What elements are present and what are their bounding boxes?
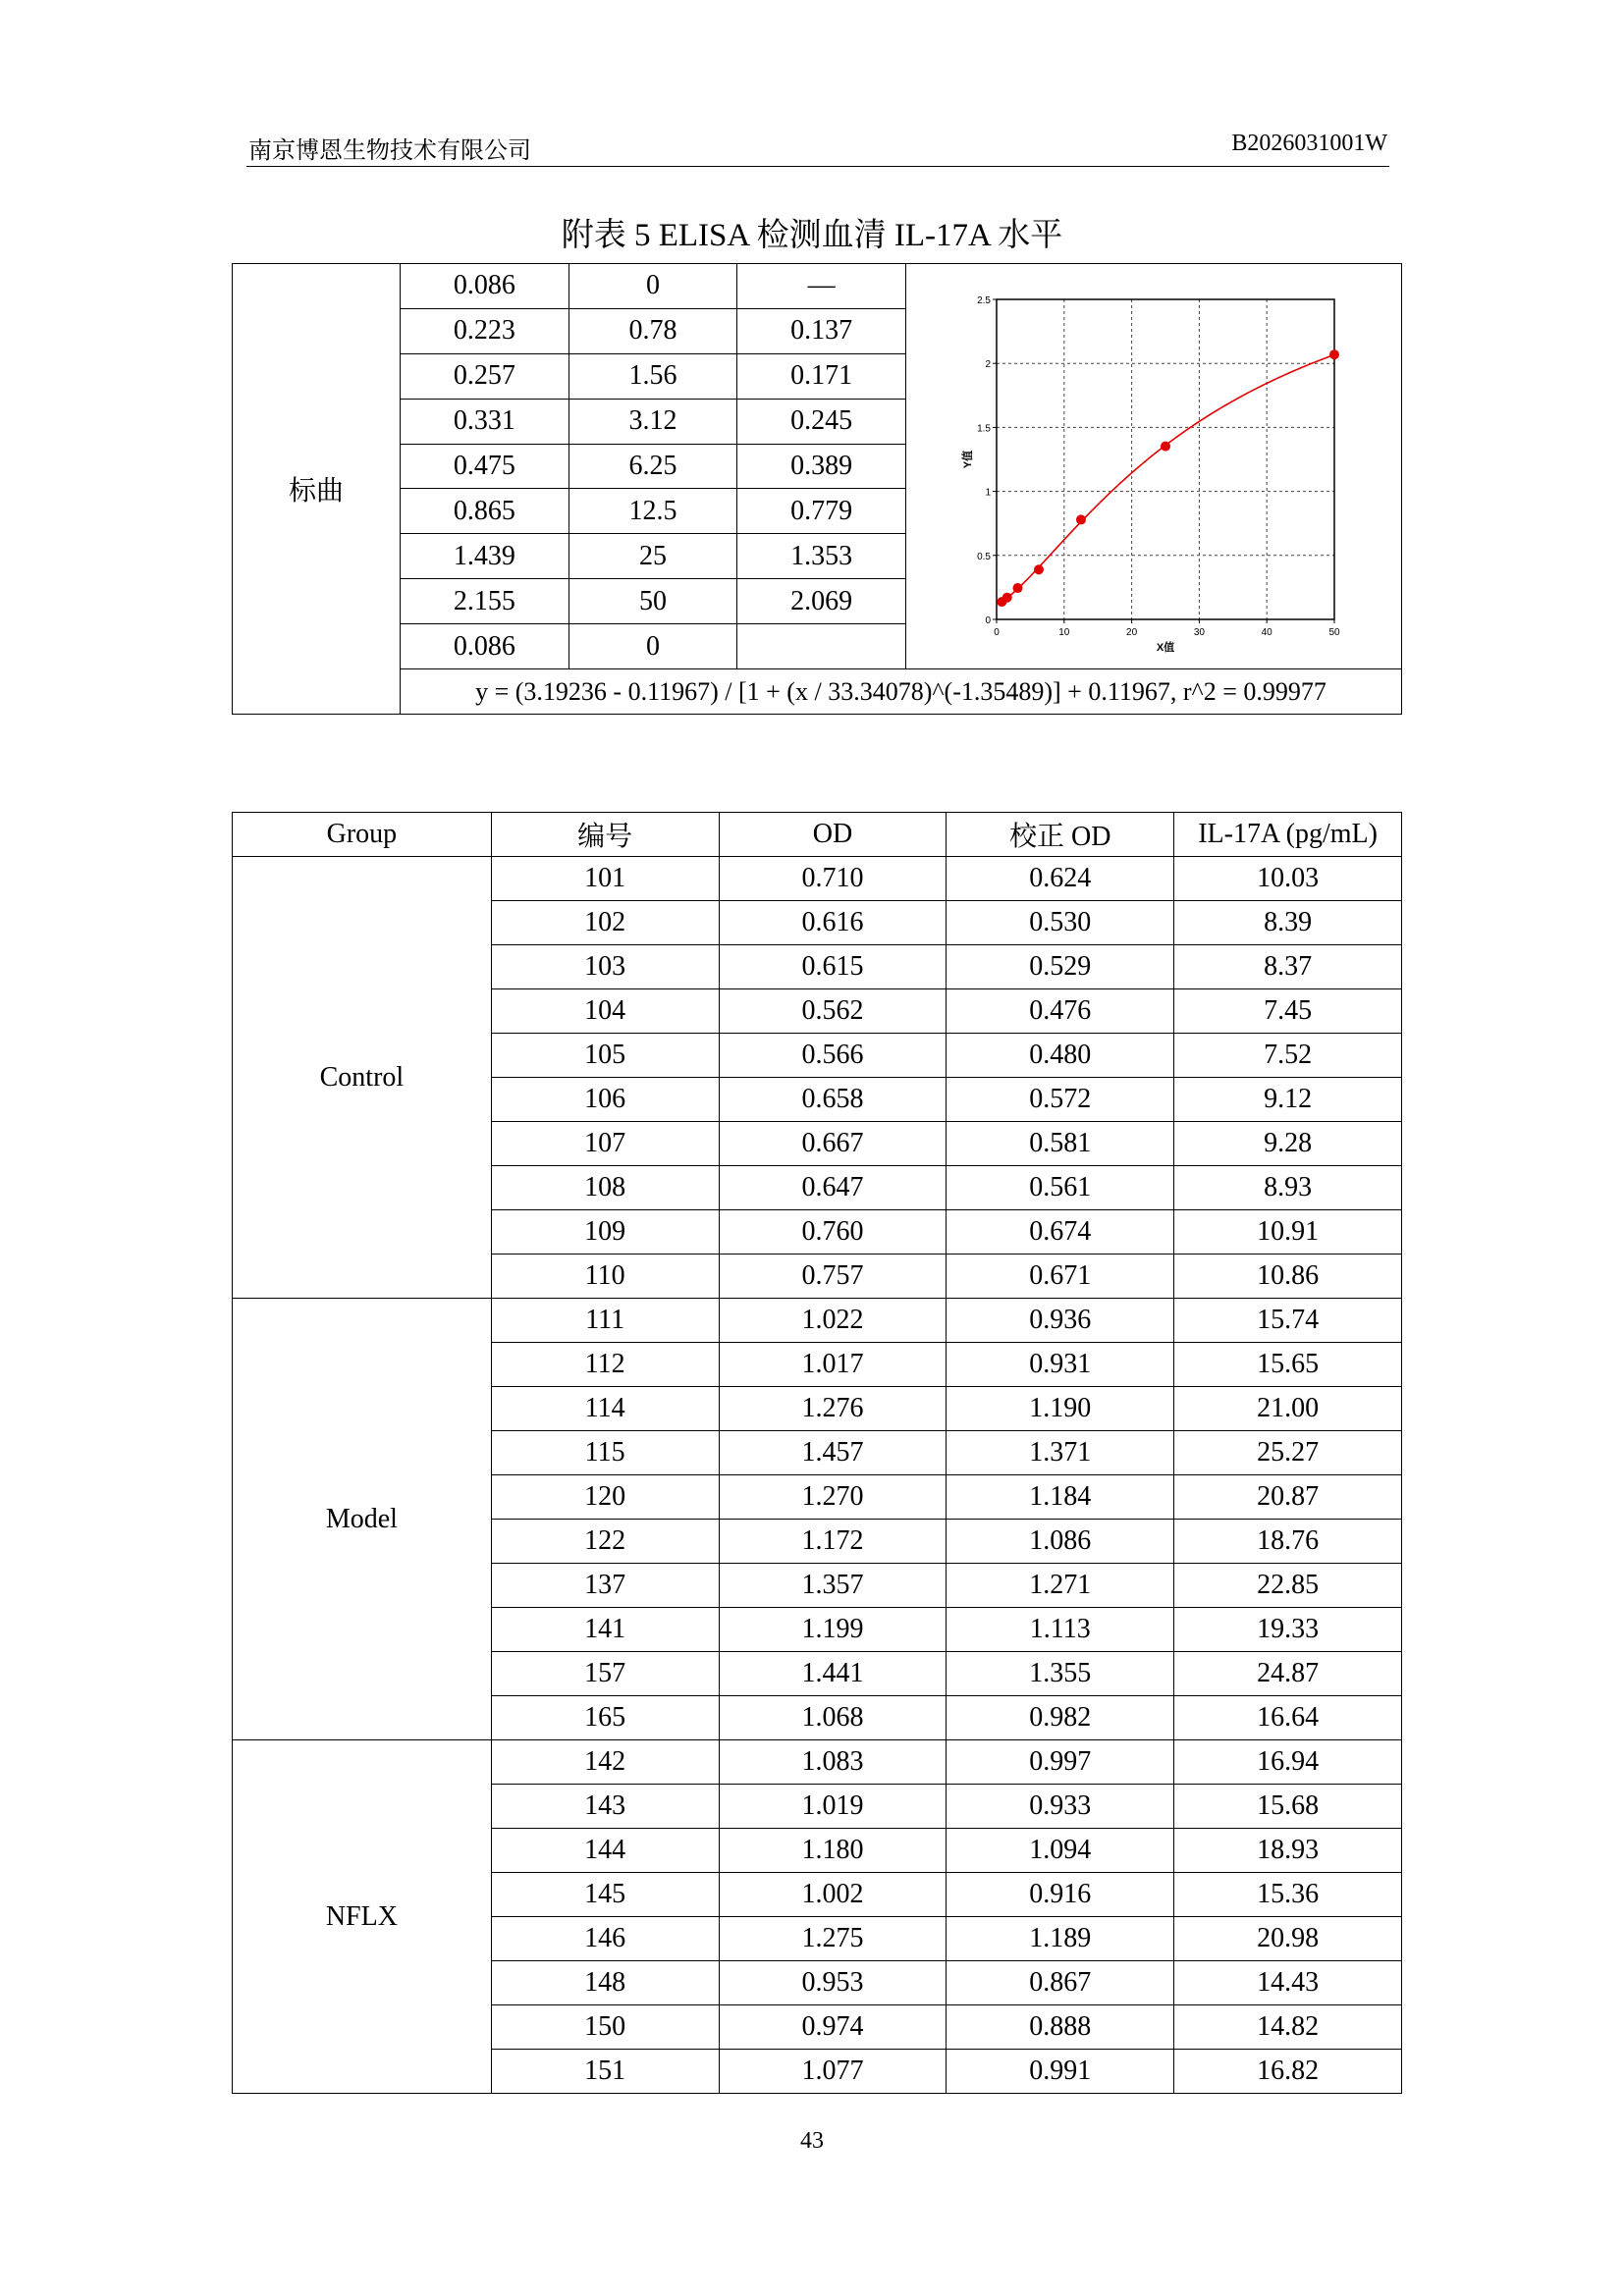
standard-od-cell: 0.331	[401, 399, 569, 444]
il17a-cell: 10.03	[1174, 857, 1402, 901]
id-cell: 151	[491, 2050, 719, 2094]
data-point	[1034, 564, 1044, 574]
standard-od-cell: 2.155	[401, 579, 569, 624]
il17a-cell: 9.28	[1174, 1122, 1402, 1166]
data-point	[1161, 442, 1170, 452]
id-cell: 102	[491, 901, 719, 945]
il17a-cell: 10.86	[1174, 1255, 1402, 1299]
standard-corrected-cell: 0.245	[737, 399, 906, 444]
page-header	[246, 131, 1389, 167]
il17a-cell: 18.76	[1174, 1520, 1402, 1564]
od-cell: 1.199	[719, 1608, 947, 1652]
od-cell: 1.068	[719, 1696, 947, 1740]
od-cell: 1.357	[719, 1564, 947, 1608]
id-cell: 165	[491, 1696, 719, 1740]
plot-frame	[997, 299, 1334, 619]
table-row	[233, 1740, 1402, 1785]
corrected-od-cell: 0.931	[947, 1343, 1174, 1387]
y-tick-label: 1	[985, 487, 991, 499]
id-cell: 110	[491, 1255, 719, 1299]
od-cell: 0.974	[719, 2005, 947, 2050]
y-tick-label: 2.5	[977, 295, 991, 306]
header-id: 编号	[491, 813, 719, 857]
id-cell: 114	[491, 1387, 719, 1431]
id-cell: 144	[491, 1829, 719, 1873]
corrected-od-cell: 0.674	[947, 1210, 1174, 1255]
il17a-cell: 8.39	[1174, 901, 1402, 945]
id-cell: 109	[491, 1210, 719, 1255]
il17a-cell: 21.00	[1174, 1387, 1402, 1431]
standard-od-cell: 0.086	[401, 264, 569, 309]
id-cell: 112	[491, 1343, 719, 1387]
corrected-od-cell: 1.094	[947, 1829, 1174, 1873]
y-tick-label: 0.5	[977, 551, 991, 562]
table-header-row	[233, 813, 1402, 857]
od-cell: 1.017	[719, 1343, 947, 1387]
header-group: Group	[233, 813, 492, 857]
il17a-cell: 22.85	[1174, 1564, 1402, 1608]
standard-corrected-cell: 0.779	[737, 489, 906, 534]
corrected-od-cell: 0.581	[947, 1122, 1174, 1166]
il17a-cell: 8.37	[1174, 945, 1402, 989]
report-number: B2026031001W	[1231, 131, 1387, 156]
od-cell: 1.002	[719, 1873, 947, 1917]
il17a-cell: 24.87	[1174, 1652, 1402, 1696]
standard-corrected-cell: 0.171	[737, 353, 906, 399]
od-cell: 1.275	[719, 1917, 947, 1961]
header-od: OD	[719, 813, 947, 857]
standard-od-cell: 0.475	[401, 444, 569, 489]
standard-od-cell: 1.439	[401, 534, 569, 579]
corrected-od-cell: 0.561	[947, 1166, 1174, 1210]
group-name-cell: Control	[233, 857, 492, 1299]
il17a-cell: 15.36	[1174, 1873, 1402, 1917]
table-row	[233, 857, 1402, 901]
standard-corrected-cell: 1.353	[737, 534, 906, 579]
y-axis-label: Y值	[961, 450, 974, 469]
id-cell: 150	[491, 2005, 719, 2050]
corrected-od-cell: 1.189	[947, 1917, 1174, 1961]
od-cell: 1.441	[719, 1652, 947, 1696]
od-cell: 0.667	[719, 1122, 947, 1166]
od-cell: 1.270	[719, 1475, 947, 1520]
table-row	[233, 1299, 1402, 1343]
x-tick-label: 20	[1126, 627, 1138, 638]
corrected-od-cell: 0.933	[947, 1785, 1174, 1829]
standard-conc-cell: 0.78	[568, 308, 737, 353]
x-tick-label: 30	[1193, 627, 1205, 638]
corrected-od-cell: 0.480	[947, 1034, 1174, 1078]
table-title: 附表 5 ELISA 检测血清 IL-17A 水平	[561, 218, 1063, 253]
il17a-cell: 15.74	[1174, 1299, 1402, 1343]
id-cell: 108	[491, 1166, 719, 1210]
id-cell: 142	[491, 1740, 719, 1785]
il17a-cell: 25.27	[1174, 1431, 1402, 1475]
il17a-cell: 16.64	[1174, 1696, 1402, 1740]
od-cell: 1.172	[719, 1520, 947, 1564]
company-name: 南京博恩生物技术有限公司	[248, 138, 531, 164]
standard-row	[233, 264, 1402, 309]
standard-conc-cell: 1.56	[568, 353, 737, 399]
x-axis-label: X值	[1156, 642, 1175, 654]
standard-conc-cell: 3.12	[568, 399, 737, 444]
corrected-od-cell: 0.671	[947, 1255, 1174, 1299]
standard-label: 标曲	[233, 264, 401, 715]
standard-curve-table	[232, 263, 1402, 715]
il17a-cell: 7.45	[1174, 989, 1402, 1034]
id-cell: 148	[491, 1961, 719, 2005]
od-cell: 1.083	[719, 1740, 947, 1785]
standard-corrected-cell: 2.069	[737, 579, 906, 624]
od-cell: 0.710	[719, 857, 947, 901]
il17a-cell: 20.98	[1174, 1917, 1402, 1961]
corrected-od-cell: 0.530	[947, 901, 1174, 945]
standard-od-cell: 0.865	[401, 489, 569, 534]
il17a-cell: 15.65	[1174, 1343, 1402, 1387]
corrected-od-cell: 1.190	[947, 1387, 1174, 1431]
corrected-od-cell: 0.916	[947, 1873, 1174, 1917]
standard-conc-cell: 0	[568, 624, 737, 669]
od-cell: 0.566	[719, 1034, 947, 1078]
group-name-cell: Model	[233, 1299, 492, 1740]
id-cell: 104	[491, 989, 719, 1034]
il17a-cell: 14.43	[1174, 1961, 1402, 2005]
il17a-cell: 7.52	[1174, 1034, 1402, 1078]
data-point	[1329, 349, 1339, 359]
corrected-od-cell: 1.371	[947, 1431, 1174, 1475]
y-tick-label: 1.5	[977, 423, 991, 435]
header-il17a: IL-17A (pg/mL)	[1174, 813, 1402, 857]
x-tick-label: 10	[1058, 627, 1070, 638]
id-cell: 141	[491, 1608, 719, 1652]
standard-corrected-cell: —	[737, 264, 906, 309]
il17a-cell: 9.12	[1174, 1078, 1402, 1122]
corrected-od-cell: 1.113	[947, 1608, 1174, 1652]
od-cell: 0.615	[719, 945, 947, 989]
il17a-cell: 15.68	[1174, 1785, 1402, 1829]
od-cell: 1.276	[719, 1387, 947, 1431]
x-tick-label: 0	[994, 627, 1000, 638]
id-cell: 107	[491, 1122, 719, 1166]
corrected-od-cell: 1.355	[947, 1652, 1174, 1696]
standard-corrected-cell	[737, 624, 906, 669]
id-cell: 143	[491, 1785, 719, 1829]
od-cell: 0.562	[719, 989, 947, 1034]
id-cell: 105	[491, 1034, 719, 1078]
fit-formula: y = (3.19236 - 0.11967) / [1 + (x / 33.34078)^(-1.35489)] + 0.11967, r^2 = 0.99977	[401, 669, 1402, 715]
standard-corrected-cell: 0.389	[737, 444, 906, 489]
il17a-cell: 16.82	[1174, 2050, 1402, 2094]
corrected-od-cell: 0.572	[947, 1078, 1174, 1122]
od-cell: 0.616	[719, 901, 947, 945]
y-tick-label: 0	[985, 615, 991, 626]
standard-conc-cell: 6.25	[568, 444, 737, 489]
od-cell: 0.760	[719, 1210, 947, 1255]
group-name-cell: NFLX	[233, 1740, 492, 2094]
il17a-cell: 10.91	[1174, 1210, 1402, 1255]
il17a-cell: 19.33	[1174, 1608, 1402, 1652]
id-cell: 145	[491, 1873, 719, 1917]
standard-od-cell: 0.223	[401, 308, 569, 353]
x-tick-label: 40	[1261, 627, 1272, 638]
corrected-od-cell: 0.624	[947, 857, 1174, 901]
il17a-cell: 20.87	[1174, 1475, 1402, 1520]
id-cell: 137	[491, 1564, 719, 1608]
corrected-od-cell: 0.476	[947, 989, 1174, 1034]
corrected-od-cell: 0.991	[947, 2050, 1174, 2094]
od-cell: 0.953	[719, 1961, 947, 2005]
od-cell: 0.757	[719, 1255, 947, 1299]
corrected-od-cell: 1.271	[947, 1564, 1174, 1608]
id-cell: 101	[491, 857, 719, 901]
y-tick-label: 2	[985, 359, 991, 371]
id-cell: 111	[491, 1299, 719, 1343]
corrected-od-cell: 0.936	[947, 1299, 1174, 1343]
corrected-od-cell: 0.997	[947, 1740, 1174, 1785]
il17a-cell: 14.82	[1174, 2005, 1402, 2050]
od-cell: 1.022	[719, 1299, 947, 1343]
corrected-od-cell: 0.867	[947, 1961, 1174, 2005]
corrected-od-cell: 0.529	[947, 945, 1174, 989]
standard-conc-cell: 25	[568, 534, 737, 579]
corrected-od-cell: 1.086	[947, 1520, 1174, 1564]
standard-curve-chart-cell	[905, 264, 1401, 669]
results-table	[232, 812, 1402, 2094]
od-cell: 1.180	[719, 1829, 947, 1873]
standard-od-cell: 0.257	[401, 353, 569, 399]
od-cell: 0.658	[719, 1078, 947, 1122]
corrected-od-cell: 1.184	[947, 1475, 1174, 1520]
id-cell: 103	[491, 945, 719, 989]
standard-conc-cell: 50	[568, 579, 737, 624]
il17a-cell: 16.94	[1174, 1740, 1402, 1785]
data-point	[1076, 514, 1086, 524]
od-cell: 1.077	[719, 2050, 947, 2094]
il17a-cell: 8.93	[1174, 1166, 1402, 1210]
formula-row	[233, 669, 1402, 715]
fit-curve	[1000, 354, 1334, 603]
od-cell: 1.457	[719, 1431, 947, 1475]
x-tick-label: 50	[1328, 627, 1340, 638]
standard-corrected-cell: 0.137	[737, 308, 906, 353]
header-corrected-od: 校正 OD	[947, 813, 1174, 857]
corrected-od-cell: 0.982	[947, 1696, 1174, 1740]
id-cell: 120	[491, 1475, 719, 1520]
id-cell: 106	[491, 1078, 719, 1122]
od-cell: 1.019	[719, 1785, 947, 1829]
il17a-cell: 18.93	[1174, 1829, 1402, 1873]
id-cell: 122	[491, 1520, 719, 1564]
data-point	[1002, 593, 1012, 603]
corrected-od-cell: 0.888	[947, 2005, 1174, 2050]
data-point	[1012, 583, 1022, 593]
standard-conc-cell: 0	[568, 264, 737, 309]
id-cell: 115	[491, 1431, 719, 1475]
standard-curve-chart	[906, 264, 1401, 661]
page-number: 43	[800, 2128, 824, 2154]
standard-od-cell: 0.086	[401, 624, 569, 669]
od-cell: 0.647	[719, 1166, 947, 1210]
id-cell: 146	[491, 1917, 719, 1961]
id-cell: 157	[491, 1652, 719, 1696]
standard-conc-cell: 12.5	[568, 489, 737, 534]
